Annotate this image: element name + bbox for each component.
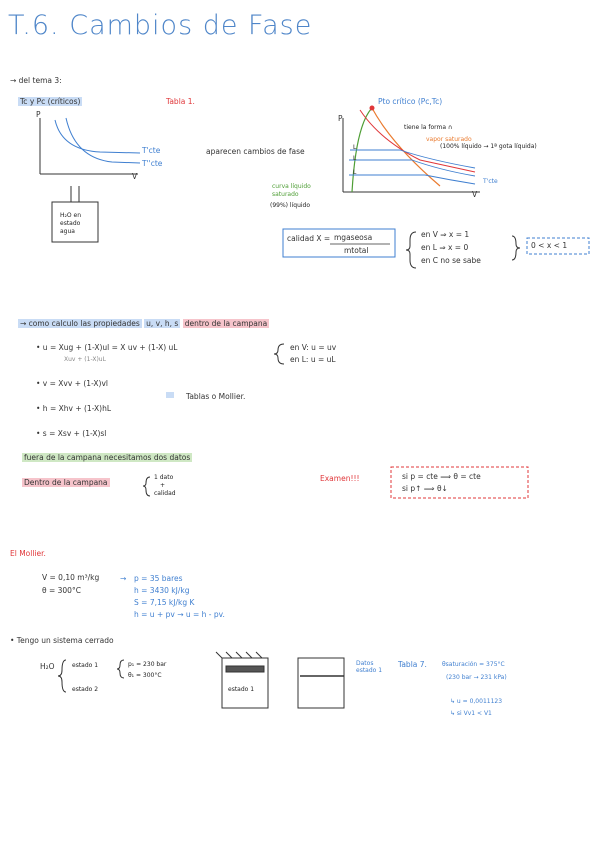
tcte-label: T'cte (483, 178, 498, 185)
sistema-heading: • Tengo un sistema cerrado (10, 636, 114, 645)
p1-label: p₁ = 230 bar (128, 661, 167, 668)
formula-u-alt: Xuv + (1-X)uL (64, 356, 106, 363)
isotherm-2 (66, 118, 140, 163)
page-title: T.6. Cambios de Fase (8, 10, 313, 41)
mollier-p: p = 35 bares (134, 574, 183, 583)
examen-label: Examen!!! (320, 474, 360, 483)
curva-line: saturado (272, 191, 299, 198)
estado2-label: estado 2 (72, 686, 99, 693)
piston-label-line: estado (60, 220, 81, 227)
left-graph-axes (40, 118, 138, 174)
left-axis-v: V (132, 172, 138, 181)
case-c: en C no se sabe (421, 256, 481, 265)
case-l: en L ⇒ x = 0 (421, 243, 469, 252)
l-label: L (353, 169, 357, 176)
curva-liquido-label (272, 183, 311, 199)
v2-label: ↳ si Vv1 < V1 (450, 710, 492, 717)
section2-heading (18, 319, 269, 328)
en-l: en L: u = uL (290, 355, 336, 364)
tabla1-label: Tabla 1. (166, 97, 195, 106)
dentro-text (22, 478, 110, 487)
saturation-dome-vapor (372, 108, 440, 186)
piston-label-line: agua (60, 228, 75, 235)
en-v: en V: u = uv (290, 343, 337, 352)
dentro-option: calidad (154, 490, 176, 497)
saturacion-2: (230 bar → 231 kPa) (446, 674, 507, 681)
calidad-num: mgaseosa (334, 233, 373, 242)
section2-heading-b: u, v, h, s (146, 319, 179, 328)
case-v: en V ⇒ x = 1 (421, 230, 470, 239)
formula-s: • s = Xsv + (1-X)sl (36, 429, 107, 438)
tablas-text: Tablas o Mollier. (186, 392, 246, 401)
si-p-up: si p↑ ⟹ θ↓ (402, 484, 448, 493)
l-label: L (353, 144, 357, 151)
dentro-options (154, 474, 176, 498)
datos-label (356, 660, 382, 674)
dentro-option: 1 dato (154, 474, 174, 481)
mollier-theta: θ = 300°C (42, 586, 81, 595)
mollier-s: S = 7,15 kJ/kg K (134, 598, 195, 607)
left-axis-p: P (36, 110, 41, 119)
right-isotherms (349, 150, 475, 184)
critical-point-label: Pto crítico (Pc,Tc) (378, 97, 443, 106)
saturacion-label: θsaturación = 375°C (442, 661, 505, 668)
isotherm-label-2: T''cte (142, 159, 163, 168)
tabla7-label: Tabla 7. (398, 660, 427, 669)
piston-state1 (216, 652, 268, 708)
fuera-text (22, 453, 192, 462)
piston-label-line: H₂O en (60, 212, 82, 219)
calidad-den: mtotal (344, 246, 369, 255)
isotherm-label-1: T'cte (142, 146, 161, 155)
mollier-h: h = 3430 kJ/kg (134, 586, 190, 595)
critical-point (370, 106, 375, 111)
cases-brace (406, 232, 416, 268)
intro-text: → del tema 3: (10, 76, 62, 85)
formula-v: • v = Xvv + (1-X)vl (36, 379, 108, 388)
right-axis-v: V (472, 190, 478, 199)
dentro-highlight: Dentro de la campana (24, 478, 108, 487)
datos-line: Datos (356, 660, 374, 667)
dome-shape-note: tiene la forma ∩ (404, 124, 453, 131)
formula-h: • h = Xhv + (1-X)hL (36, 404, 112, 413)
calidad-label: calidad X = (287, 234, 331, 243)
piston-state1-label: estado 1 (228, 686, 255, 693)
right-axis-p: P (338, 114, 343, 123)
v1-label: ↳ u = 0,0011123 (450, 698, 503, 705)
critical-heading: Tc y Pc (críticos) (20, 97, 81, 106)
section2-heading-c: dentro de la campana (184, 319, 268, 328)
h2o-label: H₂O (40, 662, 55, 671)
liquido-99-label: (99%) líquido (270, 202, 311, 209)
l-label: L (353, 155, 357, 162)
formula-u: • u = Xug + (1-X)ul = X uv + (1-X) uL (36, 343, 178, 352)
si-p-cte: si p = cte ⟹ θ = cte (402, 472, 481, 481)
mollier-v: V = 0,10 m³/kg (42, 573, 100, 582)
estado1-label: estado 1 (72, 662, 99, 669)
range-text: 0 < x < 1 (531, 241, 568, 250)
mollier-h2: h = u + pv → u = h - pv. (134, 610, 225, 619)
t1-label: θ₁ = 300°C (128, 672, 162, 679)
datos-line: estado 1 (356, 667, 383, 674)
fuera-highlight: fuera de la campana necesitamos dos datos (24, 453, 191, 462)
curva-line: curva líquido (272, 183, 311, 190)
mollier-arrow: → (120, 574, 127, 583)
vapor-desc: (100% líquido → 1ª gota líquida) (440, 143, 537, 150)
dentro-option: + (160, 482, 166, 489)
piston-state2 (298, 658, 344, 708)
vapor-saturado-label: vapor saturado (426, 136, 472, 143)
mollier-heading: El Mollier. (10, 549, 46, 558)
piston-label (60, 212, 81, 236)
aparecen-text: aparecen cambios de fase (206, 147, 305, 156)
section2-heading-a: → como calculo las propiedades (20, 319, 140, 328)
